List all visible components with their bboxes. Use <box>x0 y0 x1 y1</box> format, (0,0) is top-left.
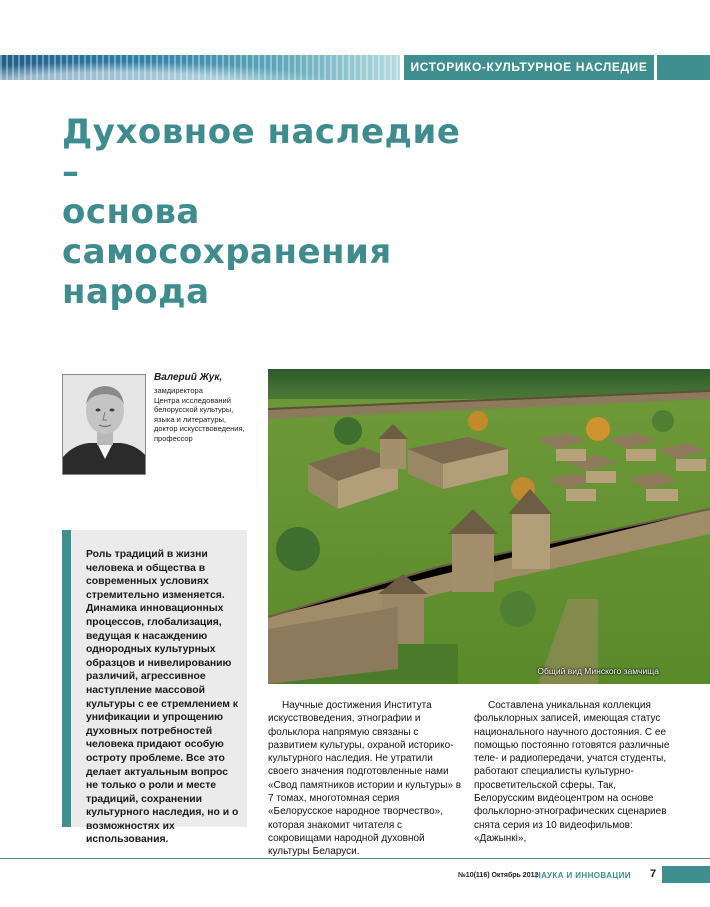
author-role-line: профессор <box>154 433 193 443</box>
castle-photo <box>268 369 710 684</box>
author-role-line: Центра исследований <box>154 395 231 405</box>
article-column-1 <box>268 699 464 859</box>
quote-accent-bar <box>62 530 71 827</box>
section-tag: ИСТОРИКО-КУЛЬТУРНОЕ НАСЛЕДИЕ <box>404 55 654 80</box>
author-role-line: замдиректора <box>154 386 203 395</box>
title-line: народа <box>62 272 210 312</box>
title-line: основа <box>62 192 200 232</box>
title-line: Духовное наследие – <box>62 112 461 192</box>
page-number: 7 <box>650 868 657 880</box>
author-portrait <box>62 374 146 475</box>
header-band <box>0 55 710 80</box>
title-line: самосохранения <box>62 232 392 272</box>
article-column-2 <box>474 699 670 845</box>
pull-quote <box>62 530 247 846</box>
paragraph: Составлена уникальная коллекция фольклорных записей, имеющая статус национального научного достояния. С ее помощью постоянно готовятся различные теле- и радиопередачи, учатся студенты, работают специалисты культурно-просветительской сферы. Так, Белорусским видеоцентром на основе фольклорно-этнографических сценариев снята серия из 10 видеофильмов: «Дажынкі», <box>474 700 670 844</box>
footer-divider <box>0 858 710 859</box>
photo-caption: Общий вид Минского замчища <box>537 666 659 676</box>
castle-illustration <box>268 369 710 684</box>
author-role <box>154 386 264 443</box>
header-accent-block <box>657 55 710 80</box>
issue-number: №10(116) Октябрь 2012 <box>458 872 539 879</box>
author-portrait-image <box>63 375 146 475</box>
pull-quote-text: Роль традиций в жизни человека и общества в современных условиях стремительно изменяется. Динамика инновационных процессов, глобализация, ведущая к насаждению однородных культурных образцов и нивелированию различий, агрессивное наступление массовой культуры с ее стремлением к унификации и упрощению духовных потребностей человека придают особую остроту проблеме. Все это делает актуальным вопрос не только о роли и месте традиций, сохранении культурного наследия, но и о возможностях их использования. <box>86 549 239 846</box>
article-title <box>62 112 482 312</box>
author-role-line: доктор искусствоведения, <box>154 424 245 433</box>
header-wave-decoration <box>0 55 400 80</box>
magazine-name: НАУКА И ИННОВАЦИИ <box>535 871 631 880</box>
footer-accent-block <box>662 866 710 883</box>
paragraph: Научные достижения Института искусствоведения, этнографии и фольклора напрямую связаны с развитием культуры, охраной историко-культурного наследия. Не утратили своего значения подготовленные нами «Свод памятников истории и культуры» в 7 томах, многотомная серия «Белорусское народное творчество», которая знакомит читателя с сокровищами народной духовной культуры Беларуси. <box>268 700 462 858</box>
author-role-line: языка и литературы, <box>154 414 226 424</box>
author-name: Валерий Жук, <box>154 372 223 383</box>
author-role-line: белорусской культуры, <box>154 405 234 414</box>
